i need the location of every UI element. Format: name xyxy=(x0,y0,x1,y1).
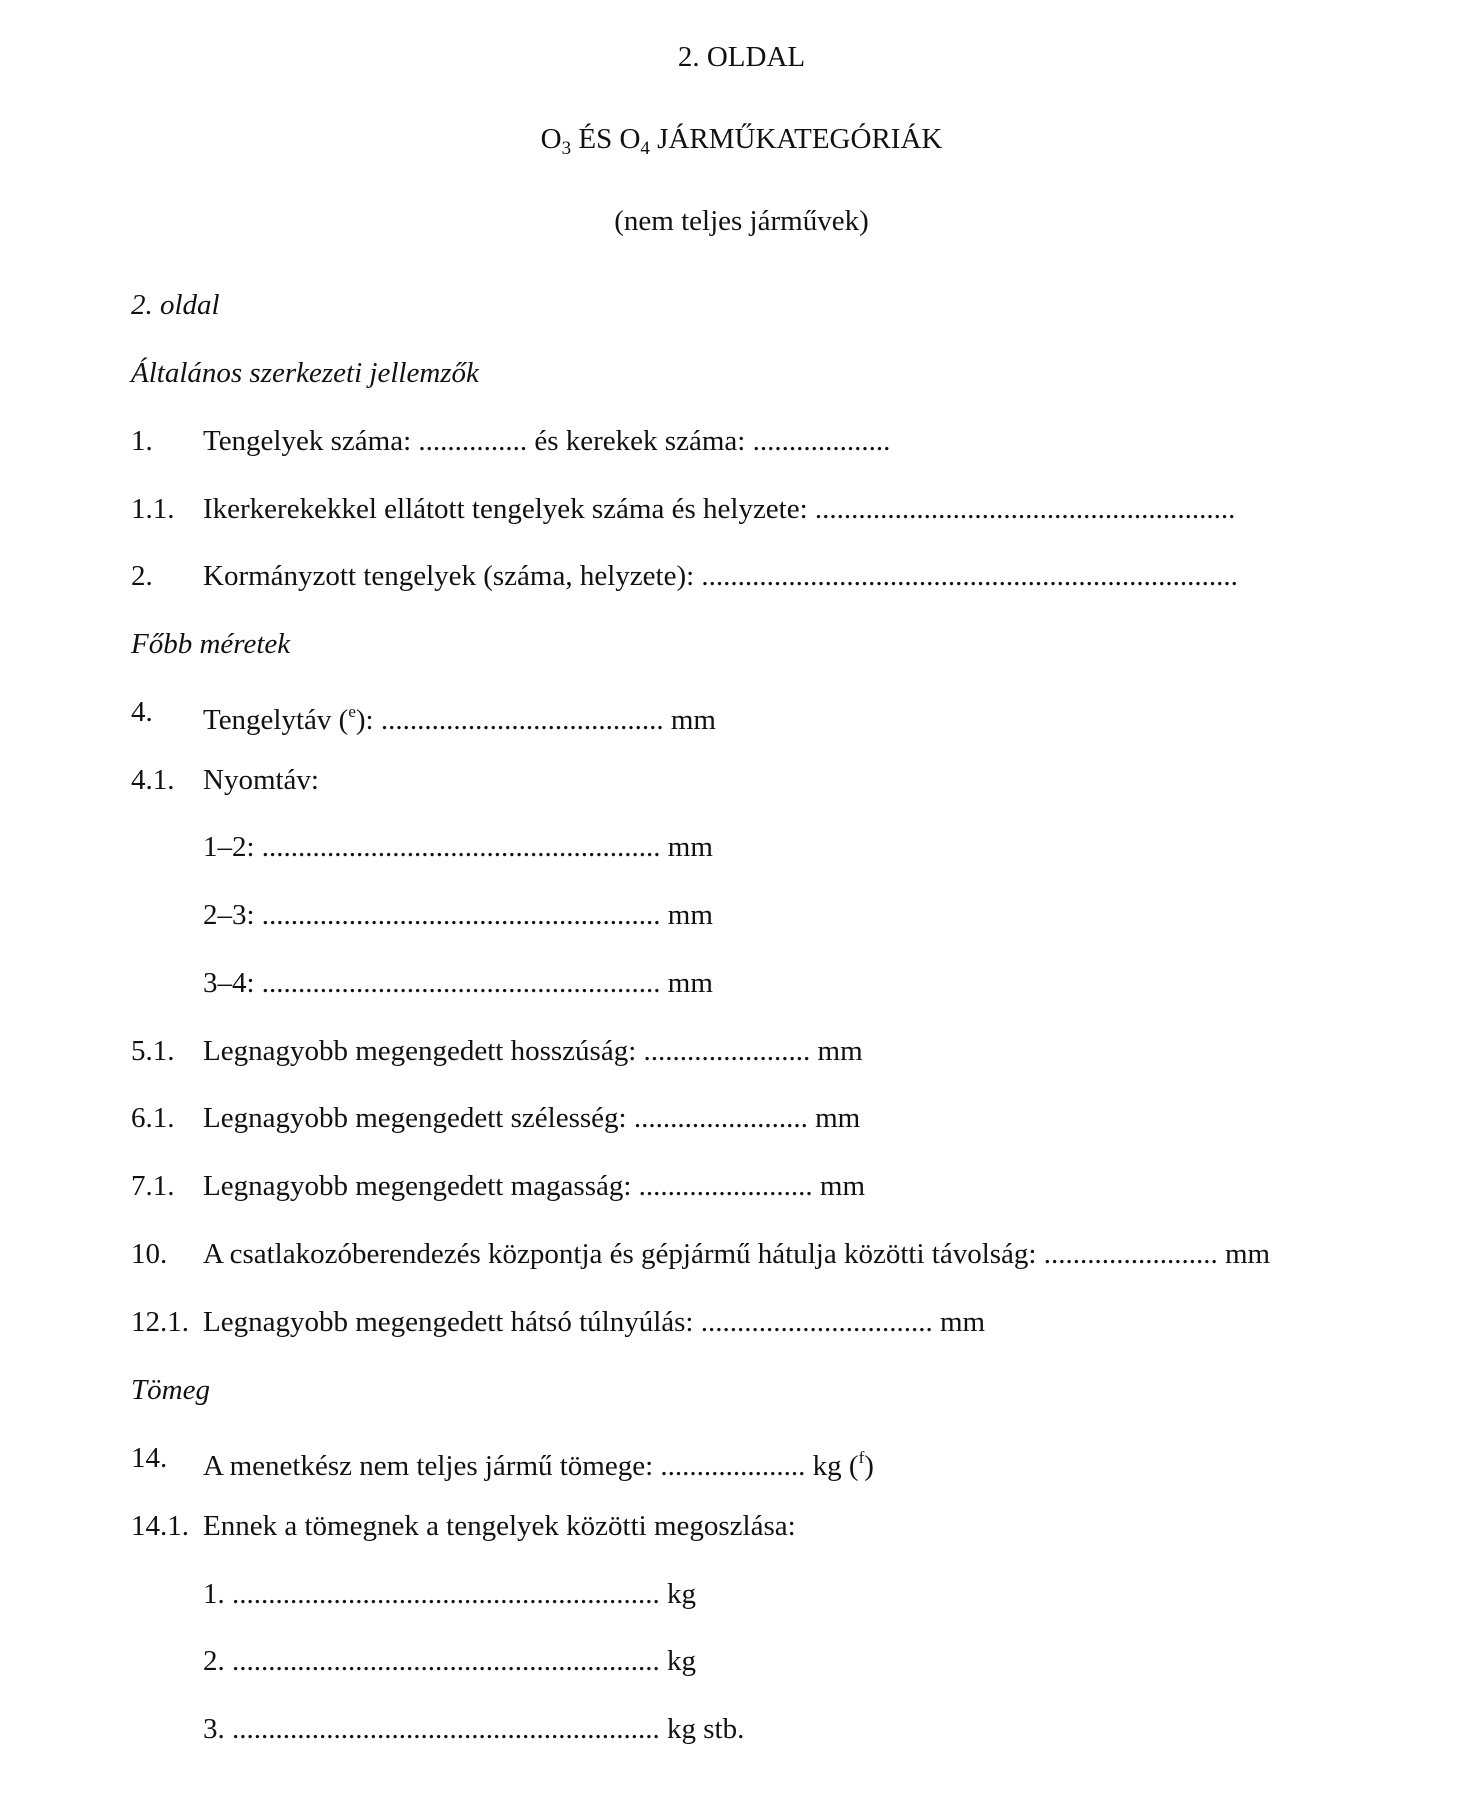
page-label-italic: 2. oldal xyxy=(131,289,220,321)
axle-mass-row: 2. ........................................................... kg xyxy=(203,1645,696,1677)
item-number: 10. xyxy=(131,1238,168,1270)
item-number: 12.1. xyxy=(131,1306,189,1338)
item-number: 1.1. xyxy=(131,493,175,525)
axle-mass-row: 3. ........................................................... kg stb. xyxy=(203,1713,745,1745)
item-number: 1. xyxy=(131,425,153,457)
section-dimensions: Főbb méretek xyxy=(131,628,291,660)
category-title-sub3: 3 xyxy=(561,138,572,159)
footnote-ref: f xyxy=(858,1448,865,1467)
item-text: Legnagyobb megengedett hosszúság: ....................... mm xyxy=(203,1035,863,1067)
item-text: Legnagyobb megengedett hátsó túlnyúlás: ................................ mm xyxy=(203,1306,986,1338)
track-row: 2–3: ....................................................... mm xyxy=(203,899,713,931)
item-text: Tengelyek száma: ............... és kerekek száma: ................... xyxy=(203,425,891,457)
category-title-rest: JÁRMŰKATEGÓRIÁK xyxy=(649,123,943,155)
category-title-sub4: 4 xyxy=(640,138,650,159)
axle-mass-row: 1. ........................................................... kg xyxy=(203,1578,696,1610)
mass-label: A menetkész nem teljes jármű tömege: .................... kg ( xyxy=(203,1450,859,1482)
subtitle: (nem teljes járművek) xyxy=(614,205,869,237)
item-text xyxy=(203,695,716,737)
page-heading: 2. OLDAL xyxy=(677,41,806,73)
item-text: A csatlakozóberendezés központja és gépjármű hátulja közötti távolság: ........................ mm xyxy=(203,1238,1271,1270)
wheelbase-label: Tengelytáv ( xyxy=(203,704,349,736)
item-number: 14. xyxy=(131,1442,168,1474)
item-text: Legnagyobb megengedett szélesség: ........................ mm xyxy=(203,1102,861,1134)
track-row: 3–4: ....................................................... mm xyxy=(203,967,713,999)
item-text: Ikerkerekekkel ellátott tengelyek száma és helyzete: .......................................................... xyxy=(203,493,1236,525)
section-mass: Tömeg xyxy=(131,1374,210,1406)
item-number: 14.1. xyxy=(131,1510,189,1542)
item-text: Nyomtáv: xyxy=(203,764,319,796)
section-general: Általános szerkezeti jellemzők xyxy=(131,357,479,389)
mass-close: ) xyxy=(864,1450,874,1482)
item-number: 5.1. xyxy=(131,1035,175,1067)
item-number: 2. xyxy=(131,560,153,592)
category-title xyxy=(0,122,1483,166)
item-text xyxy=(203,1441,874,1483)
item-number: 6.1. xyxy=(131,1102,175,1134)
track-row: 1–2: ....................................................... mm xyxy=(203,831,713,863)
item-text: Kormányzott tengelyek (száma, helyzete): .......................................................................... xyxy=(203,560,1238,592)
wheelbase-field: ): ....................................... mm xyxy=(355,704,716,736)
category-title-o: O xyxy=(540,123,562,155)
category-title-mid: ÉS O xyxy=(571,123,641,155)
item-number: 7.1. xyxy=(131,1170,175,1202)
item-number: 4. xyxy=(131,696,153,728)
item-text: Legnagyobb megengedett magasság: ........................ mm xyxy=(203,1170,866,1202)
item-text: Ennek a tömegnek a tengelyek közötti megoszlása: xyxy=(203,1510,796,1542)
footnote-ref: e xyxy=(348,702,356,721)
item-number: 4.1. xyxy=(131,764,175,796)
